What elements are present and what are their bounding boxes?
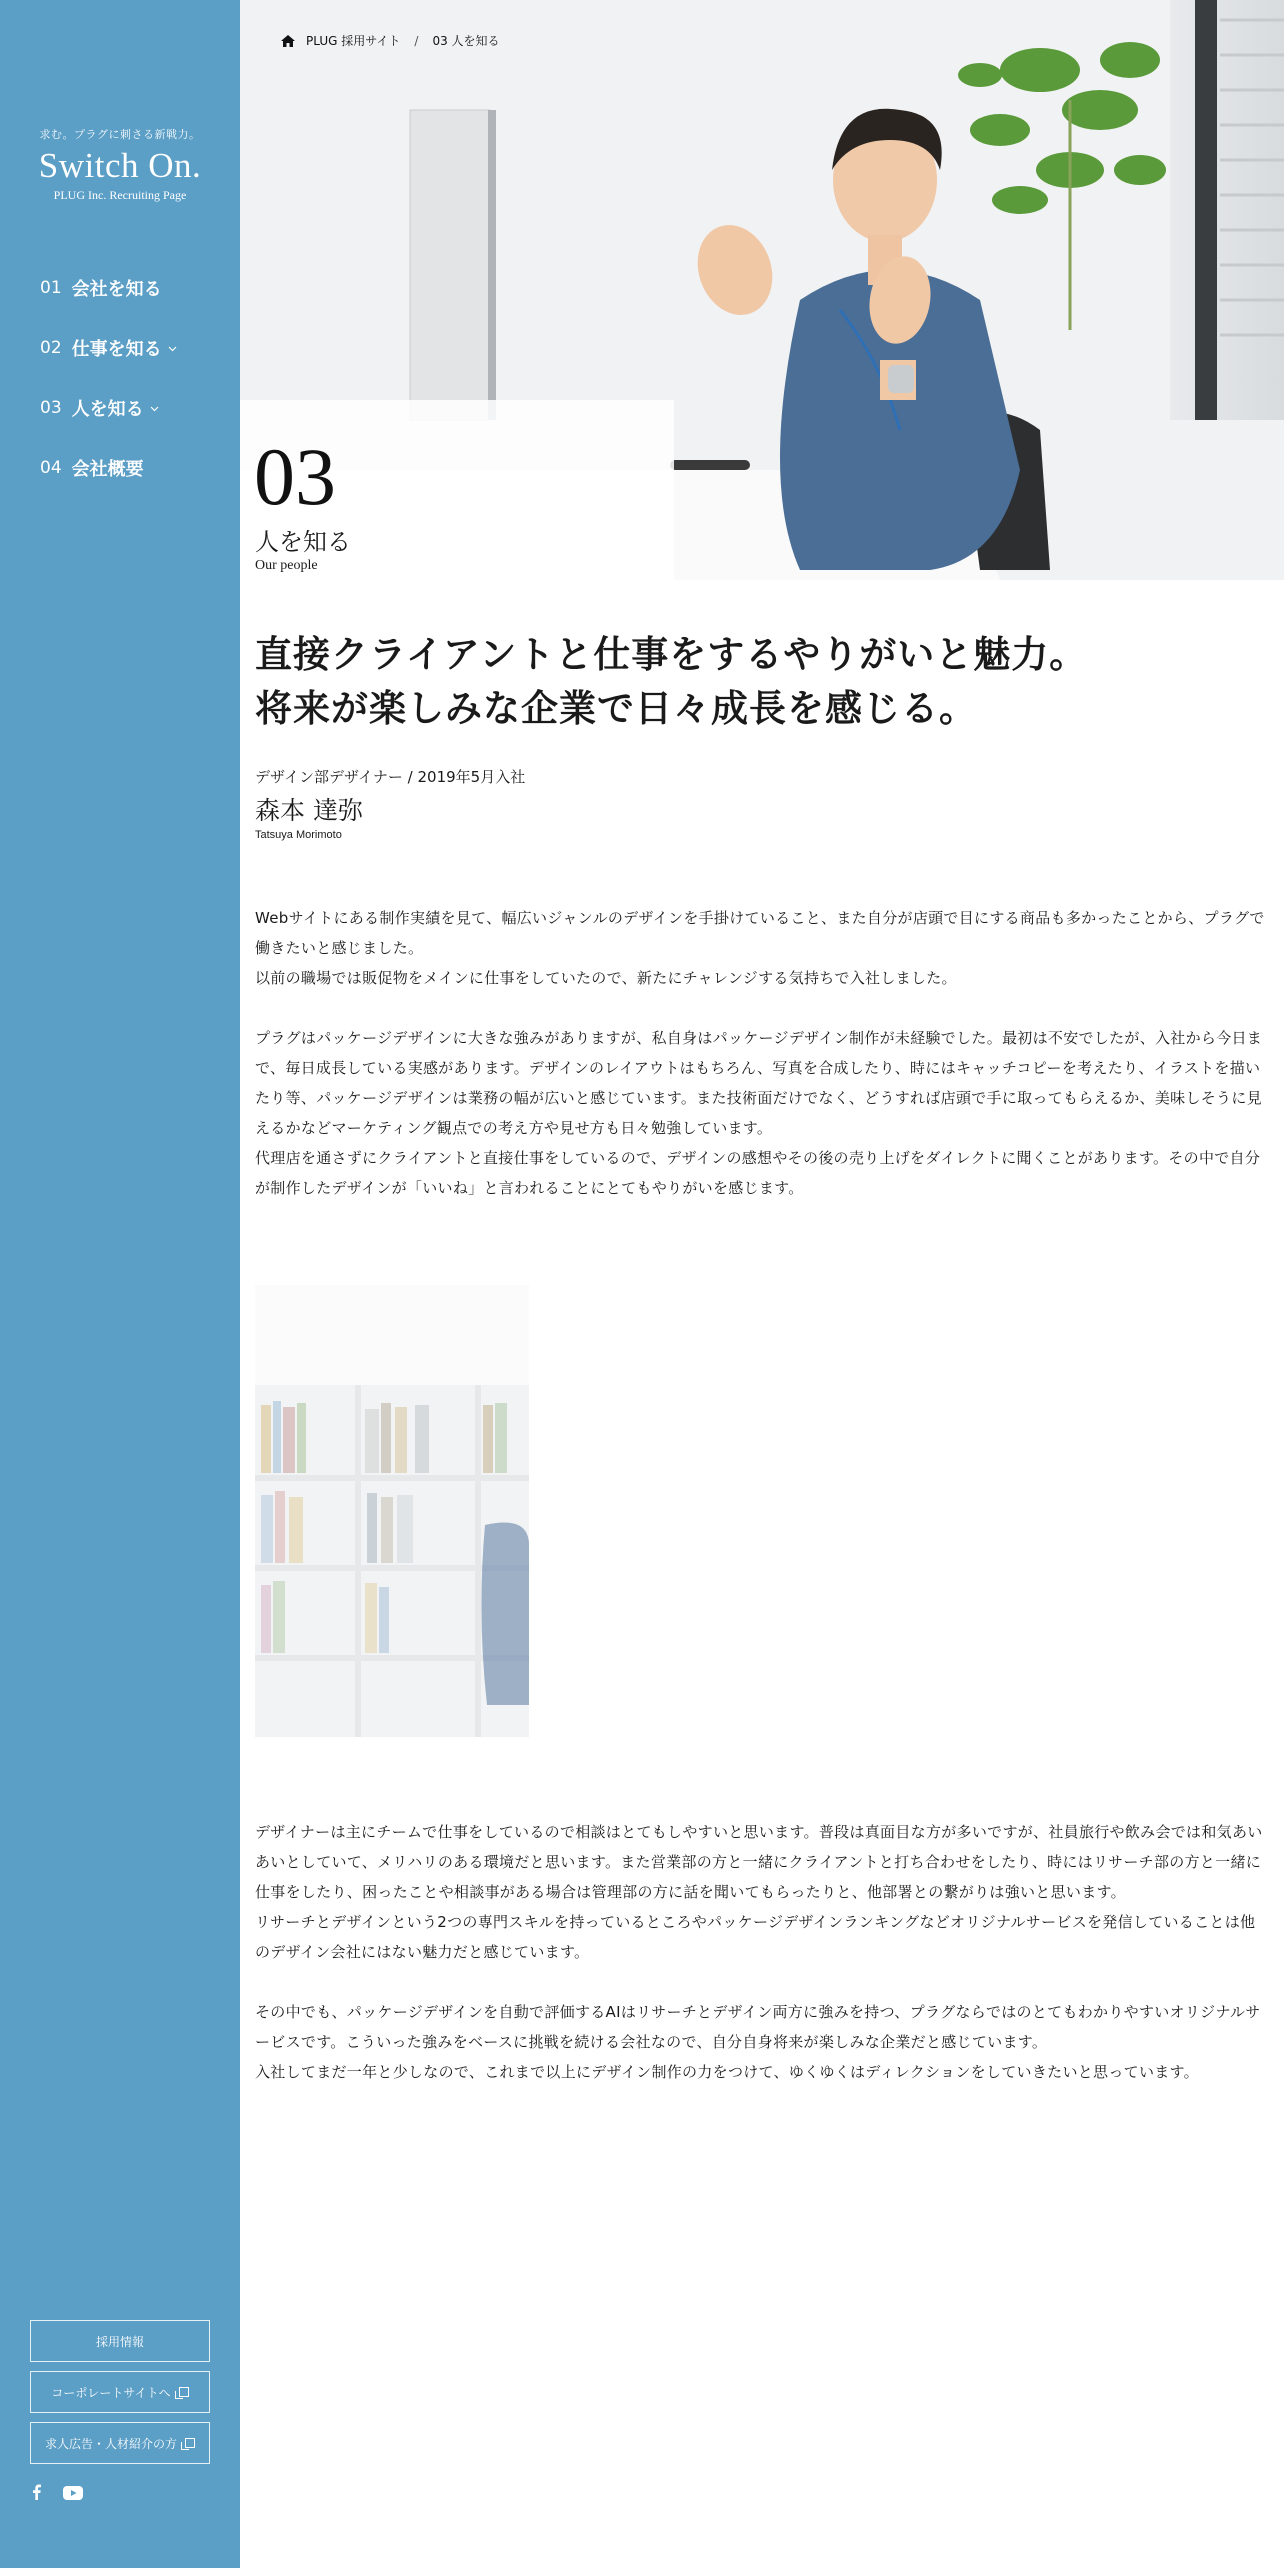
page-title: 人を知る (255, 528, 351, 556)
employee-name-en: Tatsuya Morimoto (255, 829, 342, 841)
page-title-box (240, 400, 674, 580)
nav-number: 01 (40, 278, 62, 298)
article-paragraph: その中でも、パッケージデザインを自動で評価するAIはリサーチとデザイン両方に強みを持つ、プラグならではのとてもわかりやすいオリジナルサービスです。こういった強みをベースに挑戦を続ける会社なので、自分自身将来が楽しみな企業だと感じています。 入社してまだ一年と少しなので、これまで以上にデザイン制作の力をつけて、ゆくゆくはディレクションをしていきたいと思っています。 (255, 2003, 1261, 2081)
nav-item-work[interactable] (40, 318, 177, 378)
nav-label: 仕事を知る (71, 339, 162, 360)
article-paragraph: Webサイトにある制作実績を見て、幅広いジャンルのデザインを手掛けていること、また自分が店頭で目にする商品も多かったことから、プラグで働きたいと感じました。 以前の職場では販促物をメインに仕事をしていたので、新たにチャレンジする気持ちで入社しました。 (255, 909, 1265, 987)
brand-subtitle: PLUG Inc. Recruiting Page (53, 188, 187, 202)
nav-number: 02 (40, 338, 62, 358)
social-links (32, 2484, 83, 2504)
sidebar-buttons (30, 2320, 210, 2473)
chevron-down-icon (168, 341, 177, 355)
nav-label: 人を知る (71, 399, 144, 420)
brand-tagline: 求む。プラグに刺さる新戦力。 (39, 128, 201, 141)
section-number: 03 (254, 431, 336, 522)
article-headline (255, 628, 1268, 736)
brand-title: Switch On. (38, 146, 202, 185)
headline-line: 直接クライアントと仕事をするやりがいと魅力。 (255, 633, 1088, 676)
hero-section (240, 0, 1284, 580)
facebook-icon[interactable] (32, 2484, 41, 2504)
nav-label: 会社概要 (71, 459, 144, 480)
main-content (240, 0, 1284, 2087)
interview-article (240, 628, 1284, 2087)
breadcrumb-current: 03 人を知る (432, 34, 500, 48)
youtube-icon[interactable] (63, 2485, 83, 2504)
chevron-down-icon (150, 401, 159, 415)
home-icon[interactable] (280, 34, 296, 48)
page-subtitle: Our people (255, 558, 318, 573)
employee-role: デザイン部デザイナー / 2019年5月入社 (255, 768, 526, 786)
nav-number: 03 (40, 398, 62, 418)
nav-item-company[interactable] (40, 258, 177, 318)
button-label: 採用情報 (95, 2334, 144, 2349)
office-photo (255, 1285, 529, 1737)
article-paragraph: デザイナーは主にチームで仕事をしているので相談はとてもしやすいと思います。普段は真面目な方が多いですが、社員旅行や飲み会では和気あいあいとしていて、メリハリのある環境だと思います。また営業部の方と一緒にクライアントと打ち合わせをしたり、時にはリサーチ部の方と一緒に仕事をしたり、困ったことや相談事がある場合は管理部の方に話を聞いてもらったりと、他部署との繋がりは強いと思います。 リサーチとデザインという2つの専門スキルを持っているところやパッケージデザインランキングなどオリジナルサービスを発信していることは他のデザイン会社にはない魅力だと感じています。 (255, 1823, 1263, 1961)
external-link-icon (185, 2438, 195, 2448)
brand-logo[interactable] (0, 126, 240, 203)
article-paragraph: プラグはパッケージデザインに大きな強みがありますが、私自身はパッケージデザイン制作が未経験でした。最初は不安でしたが、入社から今日まで、毎日成長している実感があります。デザインのレイアウトはもちろん、写真を合成したり、時にはキャッチコピーを考えたり、イラストを描いたり等、パッケージデザインは業務の幅が広いと感じています。また技術面だけでなく、どうすれば店頭で手に取ってもらえるか、美味しそうに見えるかなどマーケティング観点での考え方や見せ方も日々勉強しています。 代理店を通さずにクライアントと直接仕事をしているので、デザインの感想やその後の売り上げをダイレクトに聞くことがあります。その中で自分が制作したデザインが「いいね」と言われることにとてもやりがいを感じます。 (255, 1029, 1263, 1197)
nav-number: 04 (40, 458, 62, 478)
external-link-icon (179, 2387, 189, 2397)
sidebar (0, 0, 240, 2568)
breadcrumb (280, 32, 500, 49)
corporate-site-button[interactable] (30, 2371, 210, 2413)
nav-item-overview[interactable] (40, 438, 177, 498)
main-nav (40, 258, 177, 498)
button-label: 求人広告・人材紹介の方 (44, 2436, 177, 2451)
recruiter-contact-button[interactable] (30, 2422, 210, 2464)
nav-label: 会社を知る (71, 279, 162, 300)
breadcrumb-separator: / (414, 33, 419, 48)
employee-name: 森本 達弥 (255, 796, 363, 825)
button-label: コーポレートサイトへ (51, 2385, 171, 2400)
bookshelf-image (255, 1285, 529, 1737)
headline-line: 将来が楽しみな企業で日々成長を感じる。 (255, 687, 977, 730)
recruit-info-button[interactable] (30, 2320, 210, 2362)
breadcrumb-home-link[interactable]: PLUG 採用サイト (306, 34, 401, 48)
nav-item-people[interactable] (40, 378, 177, 438)
